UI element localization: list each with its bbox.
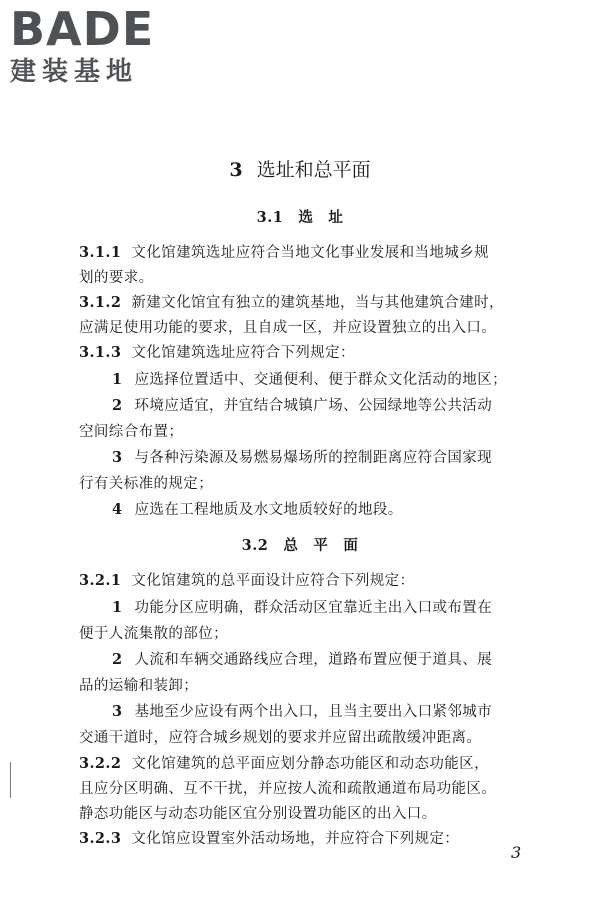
- line-text: 且应分区明确、互不干扰，并应按人流和疏散通道布局功能区。: [79, 781, 497, 797]
- clause-line: [79, 342, 355, 364]
- chapter-title: [0, 156, 600, 184]
- line-text: 交通干道时，应符合城乡规划的要求并应留出疏散缓冲距离。: [79, 730, 482, 746]
- list-item-line: [112, 447, 492, 469]
- section-title-text: 选 址: [298, 209, 344, 226]
- section-heading: [0, 207, 600, 229]
- list-item-line: [112, 597, 492, 619]
- item-number: 1: [112, 599, 123, 616]
- body-line: [79, 267, 154, 289]
- item-number: 3: [112, 449, 123, 466]
- body-line: [79, 727, 481, 749]
- clause-text: 文化馆应设置室外活动场地，并应符合下列规定：: [131, 831, 460, 847]
- item-number: 1: [112, 371, 123, 388]
- clause-line: [79, 828, 459, 850]
- body-line: [79, 675, 198, 697]
- body-line: [79, 778, 496, 800]
- clause-number: 3.2.2: [79, 755, 122, 772]
- section-number: 3.1: [256, 209, 284, 226]
- item-number: 4: [112, 501, 123, 518]
- item-text: 应选择位置适中、交通便利、便于群众文化活动的地区；: [134, 372, 507, 388]
- clause-number: 3.2.1: [79, 572, 122, 589]
- item-text: 环境应适宜，并宜结合城镇广场、公园绿地等公共活动: [134, 398, 493, 414]
- brand-logo: [10, 4, 180, 88]
- clause-number: 3.1.2: [79, 294, 122, 311]
- line-text: 静态功能区与动态功能区宜分别设置功能区的出入口。: [79, 806, 437, 822]
- clause-line: [79, 570, 414, 592]
- item-text: 与各种污染源及易燃易爆场所的控制距离应符合国家现: [134, 450, 493, 466]
- clause-number: 3.2.3: [79, 830, 122, 847]
- list-item-line: [112, 369, 507, 391]
- clause-text: 文化馆建筑的总平面设计应符合下列规定：: [131, 573, 415, 589]
- margin-mark: [10, 762, 11, 798]
- body-line: [79, 623, 228, 645]
- clause-text: 文化馆建筑选址应符合下列规定：: [131, 345, 355, 361]
- body-line: [79, 473, 213, 495]
- line-text: 划的要求。: [79, 270, 154, 286]
- item-number: 2: [112, 397, 123, 414]
- line-text: 空间综合布置；: [79, 424, 184, 440]
- body-line: [79, 421, 183, 443]
- body-line: [79, 803, 437, 825]
- clause-text: 文化馆建筑选址应符合当地文化事业发展和当地城乡规: [131, 245, 489, 261]
- clause-text: 文化馆建筑的总平面应划分静态功能区和动态功能区，: [131, 756, 489, 772]
- clause-line: [79, 292, 504, 314]
- logo-wordmark: BADE: [10, 2, 155, 56]
- clause-line: [79, 242, 489, 264]
- line-text: 品的运输和装卸；: [79, 678, 199, 694]
- item-text: 应选在工程地质及水文地质较好的地段。: [134, 502, 403, 518]
- clause-line: [79, 753, 489, 775]
- line-text: 便于人流集散的部位；: [79, 626, 228, 642]
- item-text: 基地至少应设有两个出入口，且当主要出入口紧邻城市: [134, 704, 493, 720]
- item-number: 2: [112, 651, 123, 668]
- chapter-number: 3: [229, 159, 243, 181]
- body-line: [79, 317, 496, 339]
- clause-number: 3.1.1: [79, 244, 122, 261]
- line-text: 行有关标准的规定；: [79, 476, 214, 492]
- list-item-line: [112, 701, 492, 723]
- section-heading: [0, 535, 600, 557]
- clause-number: 3.1.3: [79, 344, 122, 361]
- section-number: 3.2: [241, 537, 269, 554]
- line-text: 应满足使用功能的要求，且自成一区，并应设置独立的出入口。: [79, 320, 497, 336]
- logo-subtitle: 建装基地: [10, 57, 139, 87]
- item-text: 人流和车辆交通路线应合理，道路布置应便于道具、展: [134, 652, 493, 668]
- list-item-line: [112, 499, 403, 521]
- section-title-text: 总 平 面: [283, 537, 359, 554]
- item-number: 3: [112, 703, 123, 720]
- list-item-line: [112, 649, 492, 671]
- list-item-line: [112, 395, 492, 417]
- item-text: 功能分区应明确，群众活动区宜靠近主出入口或布置在: [134, 600, 493, 616]
- page-number: 3: [511, 843, 522, 862]
- chapter-title-text: 选址和总平面: [256, 159, 371, 181]
- clause-text: 新建文化馆宜有独立的建筑基地，当与其他建筑合建时，: [131, 295, 504, 311]
